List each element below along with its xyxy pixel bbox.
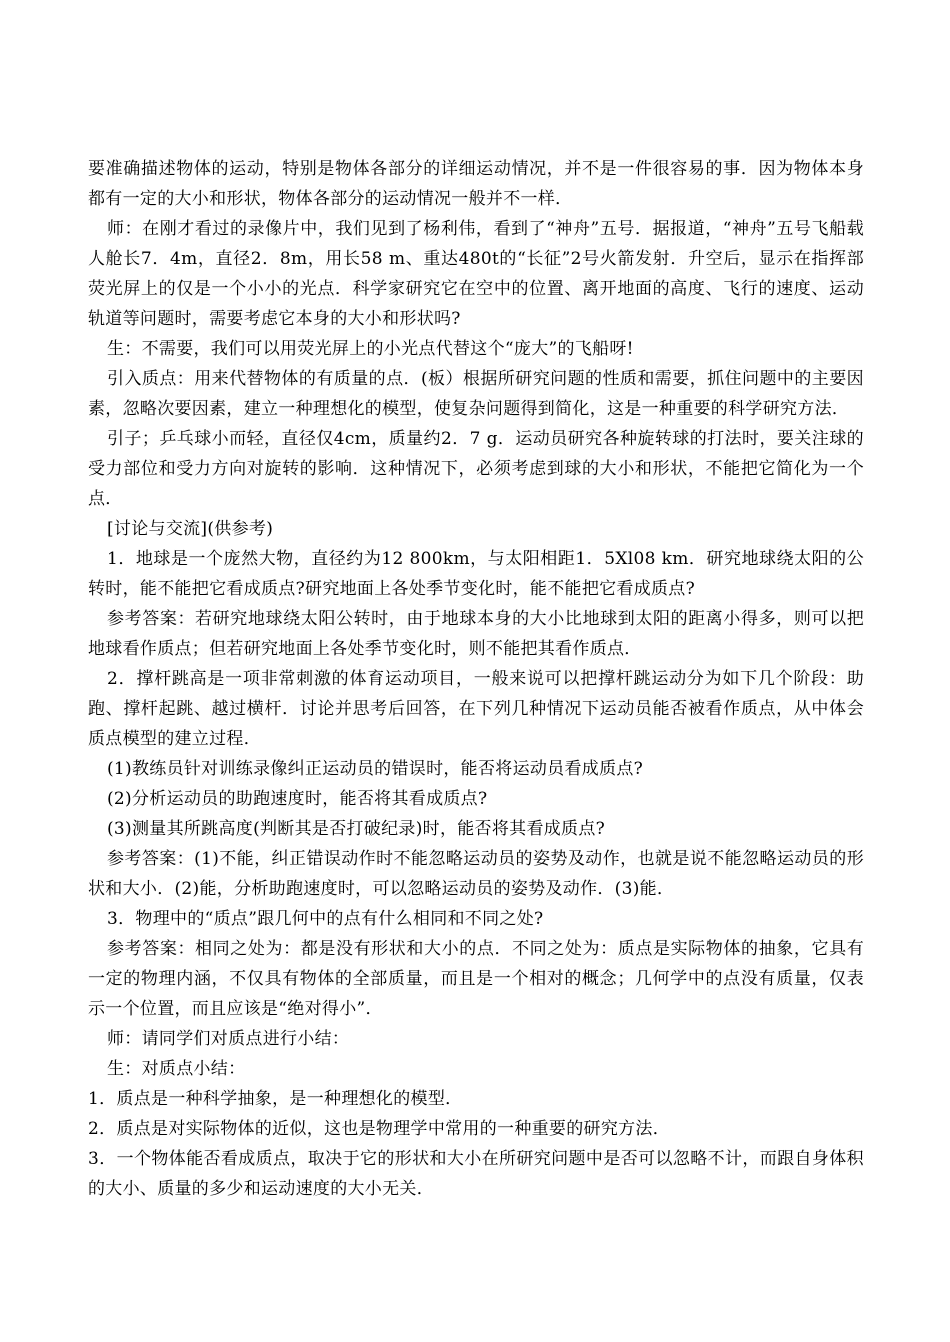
paragraph-discussion-heading: [讨论与交流](供参考) — [107, 519, 274, 539]
paragraph-introduce-mass-point: 引入质点：用来代替物体的有质量的点．(板）根据所研究问题的性质和需要，抓住问题中的主要因素，忽略次要因素，建立一种理想化的模型，使复杂问题得到简化，这是一种重要的科学研究方法． — [88, 369, 864, 419]
paragraph-question-2-part-1: (1)教练员针对训练录像纠正运动员的错误时，能否将运动员看成质点? — [107, 759, 644, 779]
paragraph-question-2-part-2: (2)分析运动员的助跑速度时，能否将其看成质点? — [107, 789, 488, 809]
paragraph-student-summary-heading: 生：对质点小结： — [107, 1059, 246, 1079]
summary-item-3: 3．一个物体能否看成质点，取决于它的形状和大小在所研究问题中是否可以忽略不计，而跟自身体积的大小、质量的多少和运动速度的大小无关． — [88, 1149, 864, 1199]
paragraph-question-2: 2．撑杆跳高是一项非常刺激的体育运动项目，一般来说可以把撑杆跳运动分为如下几个阶段：助跑、撑杆起跳、越过横杆．讨论并思考后回答，在下列几种情况下运动员能否被看作质点，从中体会质点模型的建立过程． — [88, 669, 864, 749]
paragraph-question-1: 1．地球是一个庞然大物，直径约为12 800km，与太阳相距1．5Xl08 km．研究地球绕太阳的公转时，能不能把它看成质点?研究地面上各处季节变化时，能不能把它看成质点? — [88, 549, 864, 599]
paragraph-teacher-shenzhou: 师：在刚才看过的录像片中，我们见到了杨利伟，看到了“神舟”五号．据报道，“神舟”五号飞船载人舱长7．4m，直径2．8m，用长58 m、重达480t的“长征”2号火箭发射．升空后，显示在指挥部荧光屏上的仅是一个小小的光点．科学家研究它在空中的位置、离开地面的高度、飞行的速度、运动轨道等问题时，需要考虑它本身的大小和形状吗? — [88, 219, 864, 329]
paragraph-question-3: 3．物理中的“质点”跟几何中的点有什么相同和不同之处? — [107, 909, 544, 929]
paragraph-answer-3: 参考答案：相同之处为：都是没有形状和大小的点．不同之处为：质点是实际物体的抽象，它具有一定的物理内涵，不仅具有物体的全部质量，而且是一个相对的概念；几何学中的点没有质量，仅表示一个位置，而且应该是“绝对得小”． — [88, 939, 864, 1019]
paragraph-ping-pong-example: 引子；乒乓球小而轻，直径仅4cm，质量约2．7 g．运动员研究各种旋转球的打法时，要关注球的受力部位和受力方向对旋转的影响．这种情况下，必须考虑到球的大小和形状，不能把它简化为一个点． — [88, 429, 864, 509]
paragraph-teacher-summary-prompt: 师：请同学们对质点进行小结： — [107, 1029, 350, 1049]
paragraph-intro: 要准确描述物体的运动，特别是物体各部分的详细运动情况，并不是一件很容易的事．因为物体本身都有一定的大小和形状，物体各部分的运动情况一般并不一样． — [88, 159, 864, 209]
summary-item-1: 1．质点是一种科学抽象，是一种理想化的模型． — [88, 1089, 463, 1109]
paragraph-answer-2: 参考答案：(1)不能，纠正错误动作时不能忽略运动员的姿势及动作，也就是说不能忽略运动员的形状和大小．(2)能，分析助跑速度时，可以忽略运动员的姿势及动作．(3)能． — [88, 849, 864, 899]
summary-item-2: 2．质点是对实际物体的近似，这也是物理学中常用的一种重要的研究方法． — [88, 1119, 671, 1139]
paragraph-student-answer: 生：不需要，我们可以用荧光屏上的小光点代替这个“庞大”的飞船呀! — [107, 339, 634, 359]
paragraph-question-2-part-3: (3)测量其所跳高度(判断其是否打破纪录)时，能否将其看成质点? — [107, 819, 606, 839]
paragraph-answer-1: 参考答案：若研究地球绕太阳公转时，由于地球本身的大小比地球到太阳的距离小得多，则可以把地球看作质点；但若研究地面上各处季节变化时，则不能把其看作质点． — [88, 609, 864, 659]
document-body — [88, 154, 864, 1204]
